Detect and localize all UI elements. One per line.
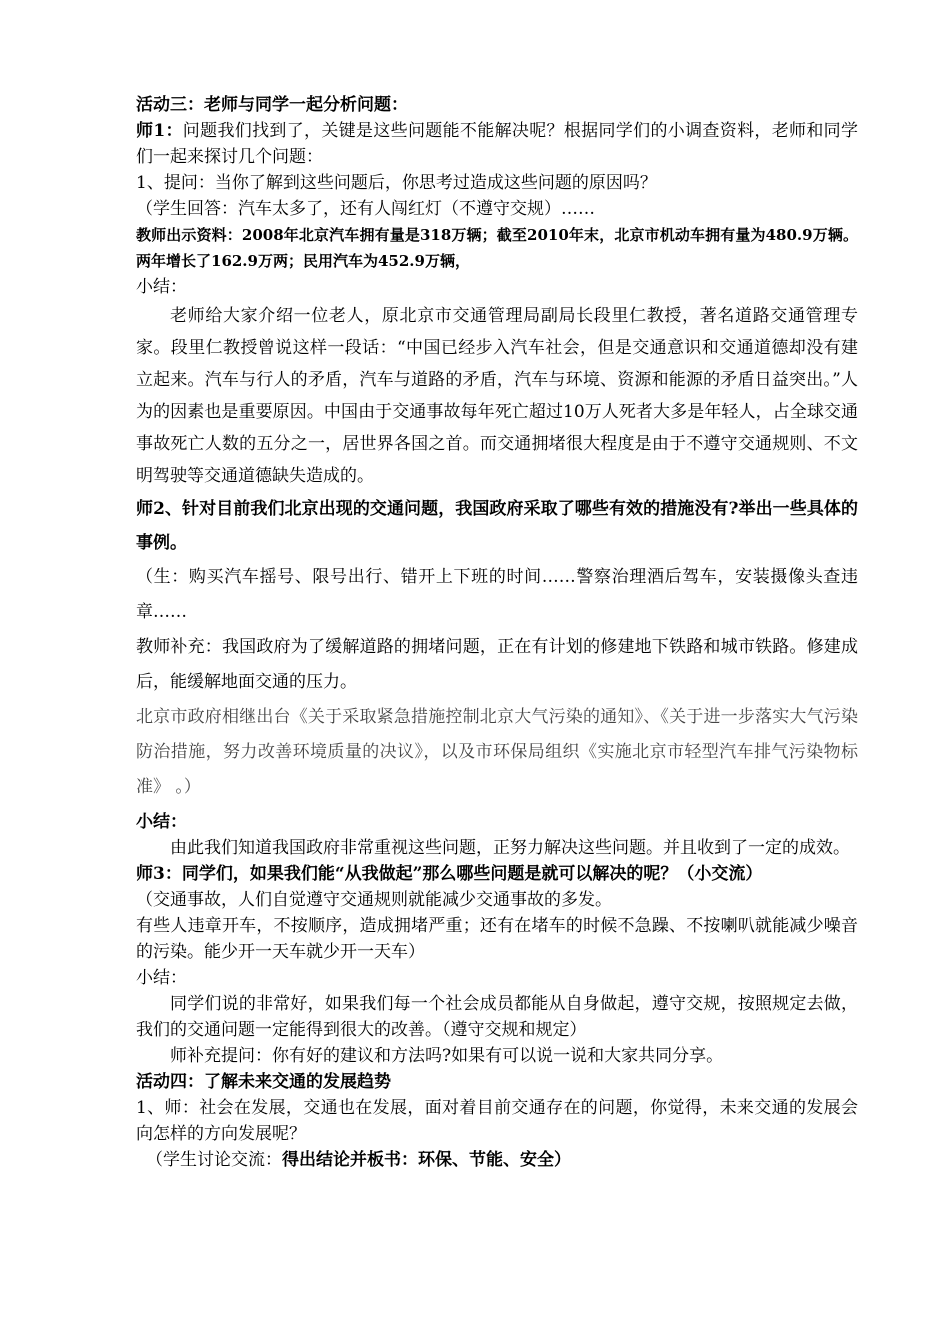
teacher-1-text: 问题我们找到了，关键是这些问题能不能解决呢？根据同学们的小调查资料，老师和同学们一起来探讨几个问题： — [136, 121, 858, 167]
teacher-followup-question: 师补充提问：你有好的建议和方法吗?如果有可以说一说和大家共同分享。 — [170, 1046, 724, 1066]
beijing-policy-paragraph: 北京市政府相继出台《关于采取紧急措施控制北京大气污染的通知》、《关于进一步落实大气污染防治措施，努力改善环境质量的决议》，以及市环保局组织《实施北京市轻型汽车排气污染物标准》 。） — [136, 707, 858, 797]
student-discussion-line — [136, 1147, 858, 1173]
student-answer-3a: （交通事故，人们自觉遵守交通规则就能减少交通事故的多发。 — [136, 890, 612, 910]
teacher-data-paragraph: 教师出示资料：2008年北京汽车拥有量是318万辆；截至2010年末，北京市机动车拥有量为480.9万辆。两年增长了162.9万两；民用汽车为452.9万辆， — [136, 226, 858, 270]
student-answer-1: （学生回答：汽车太多了，还有人闯红灯（不遵守交规）…… — [136, 199, 595, 219]
teacher-3-question: 师3：同学们，如果我们能“从我做起”那么哪些问题是就可以解决的呢？（小交流） — [136, 864, 763, 884]
teacher-1-label: 师1： — [136, 121, 183, 141]
teacher-supplement: 教师补充：我国政府为了缓解道路的拥堵问题，正在有计划的修建地下铁路和城市铁路。修建成后，能缓解地面交通的压力。 — [136, 637, 858, 692]
summary-label-2: 小结： — [136, 812, 187, 832]
student-discussion-label: （学生讨论交流： — [146, 1150, 282, 1170]
summary-label-1: 小结： — [136, 277, 187, 297]
summary-paragraph-2: 由此我们知道我国政府非常重视这些问题，正努力解决这些问题。并且收到了一定的成效。 — [170, 838, 850, 858]
student-answer-2: （生：购买汽车摇号、限号出行、错开上下班的时间……警察治理酒后驾车，安装摄像头查违章…… — [136, 567, 858, 622]
teacher-2-question: 师2、针对目前我们北京出现的交通问题，我国政府采取了哪些有效的措施没有?举出一些具体的事例。 — [136, 499, 858, 553]
activity-four-question: 1、师：社会在发展，交通也在发展，面对着目前交通存在的问题，你觉得，未来交通的发展会向怎样的方向发展呢？ — [136, 1098, 858, 1144]
summary-paragraph-3: 同学们说的非常好，如果我们每一个社会成员都能从自身做起，遵守交规，按照规定去做，我们的交通问题一定能得到很大的改善。（遵守交规和规定） — [136, 994, 858, 1040]
summary-label-3: 小结： — [136, 968, 187, 988]
activity-four-heading: 活动四：了解未来交通的发展趋势 — [136, 1072, 391, 1092]
teacher-1-paragraph — [136, 118, 858, 170]
summary-paragraph-1: 老师给大家介绍一位老人，原北京市交通管理局副局长段里仁教授，著名道路交通管理专家。段里仁教授曾说这样一段话：“中国已经步入汽车社会，但是交通意识和交通道德却没有建立起来。汽车与行人的矛盾，汽车与道路的矛盾，汽车与环境、资源和能源的矛盾日益突出。”人为的因素也是重要原因。中国由于交通事故每年死亡超过10万人死者大多是年轻人，占全球交通事故死亡人数的五分之一，居世界各国之首。而交通拥堵很大程度是由于不遵守交通规则、不文明驾驶等交通道德缺失造成的。 — [136, 306, 858, 486]
activity-three-heading: 活动三：老师与同学一起分析问题： — [136, 95, 408, 115]
document-page — [136, 92, 858, 1173]
question-1: 1、提问：当你了解到这些问题后，你思考过造成这些问题的原因吗？ — [136, 173, 657, 193]
board-conclusion: 得出结论并板书：环保、节能、安全） — [282, 1150, 571, 1170]
student-answer-3b: 有些人违章开车，不按顺序，造成拥堵严重；还有在堵车的时候不急躁、不按喇叭就能减少噪音的污染。能少开一天车就少开一天车） — [136, 916, 858, 962]
